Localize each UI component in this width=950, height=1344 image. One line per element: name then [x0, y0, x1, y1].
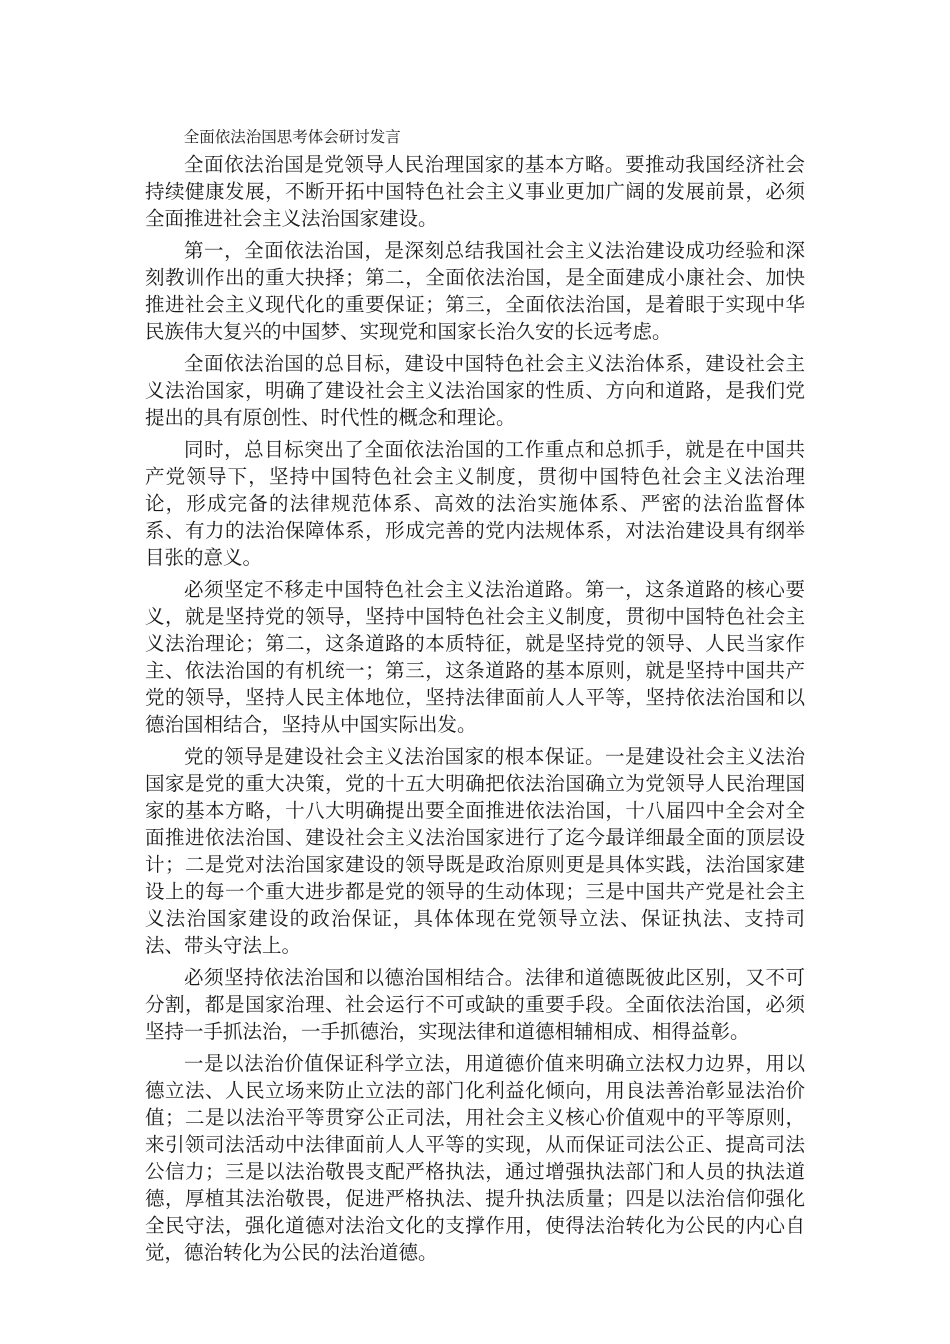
paragraph-4: 同时，总目标突出了全面依法治国的工作重点和总抓手，就是在中国共产党领导下，坚持中国特色社会主义制度，贯彻中国特色社会主义法治理论，形成完备的法律规范体系、高效的法治实施体系、严密的法治监督体系、有力的法治保障体系，形成完善的党内法规体系，对法治建设具有纲举目张的意义。 — [145, 438, 805, 569]
paragraph-7: 必须坚持依法治国和以德治国相结合。法律和道德既彼此区别，又不可分割，都是国家治理、社会运行不可或缺的重要手段。全面依法治国，必须坚持一手抓法治，一手抓德治，实现法律和道德相辅相成、相得益彰。 — [145, 966, 805, 1043]
paragraph-5: 必须坚定不移走中国特色社会主义法治道路。第一，这条道路的核心要义，就是坚持党的领导，坚持中国特色社会主义制度，贯彻中国特色社会主义法治理论；第二，这条道路的本质特征，就是坚持党的领导、人民当家作主、依法治国的有机统一；第三，这条道路的基本原则，就是坚持中国共产党的领导，坚持人民主体地位，坚持法律面前人人平等，坚持依法治国和以德治国相结合，坚持从中国实际出发。 — [145, 578, 805, 736]
paragraph-6: 党的领导是建设社会主义法治国家的根本保证。一是建设社会主义法治国家是党的重大决策，党的十五大明确把依法治国确立为党领导人民治理国家的基本方略，十八大明确提出要全面推进依法治国，十八届四中全会对全面推进依法治国、建设社会主义法治国家进行了迄今最详细最全面的顶层设计；二是党对法治国家建设的领导既是政治原则更是具体实践，法治国家建设上的每一个重大进步都是党的领导的生动体现；三是中国共产党是社会主义法治国家建设的政治保证，具体体现在党领导立法、保证执法、支持司法、带头守法上。 — [145, 745, 805, 957]
paragraph-2: 第一，全面依法治国，是深刻总结我国社会主义法治建设成功经验和深刻教训作出的重大抉择；第二，全面依法治国，是全面建成小康社会、加快推进社会主义现代化的重要保证；第三，全面依法治国，是着眼于实现中华民族伟大复兴的中国梦、实现党和国家长治久安的长远考虑。 — [145, 239, 805, 343]
paragraph-8: 一是以法治价值保证科学立法，用道德价值来明确立法权力边界，用以德立法、人民立场来防止立法的部门化利益化倾向，用良法善治彰显法治价值；二是以法治平等贯穿公正司法，用社会主义核心价值观中的平等原则，来引领司法活动中法律面前人人平等的实现，从而保证司法公正、提高司法公信力；三是以法治敬畏支配严格执法，通过增强执法部门和人员的执法道德，厚植其法治敬畏，促进严格执法、提升执法质量；四是以法治信仰强化全民守法，强化道德对法治文化的支撑作用，使得法治转化为公民的内心自觉，德治转化为公民的法治道德。 — [145, 1052, 805, 1264]
paragraph-1: 全面依法治国是党领导人民治理国家的基本方略。要推动我国经济社会持续健康发展，不断开拓中国特色社会主义事业更加广阔的发展前景，必须全面推进社会主义法治国家建设。 — [145, 153, 805, 230]
document-page — [145, 124, 805, 1271]
document-title: 全面依法治国思考体会研讨发言 — [183, 128, 401, 146]
paragraph-3: 全面依法治国的总目标，建设中国特色社会主义法治体系，建设社会主义法治国家，明确了建设社会主义法治国家的性质、方向和道路，是我们党提出的具有原创性、时代性的概念和理论。 — [145, 352, 805, 429]
